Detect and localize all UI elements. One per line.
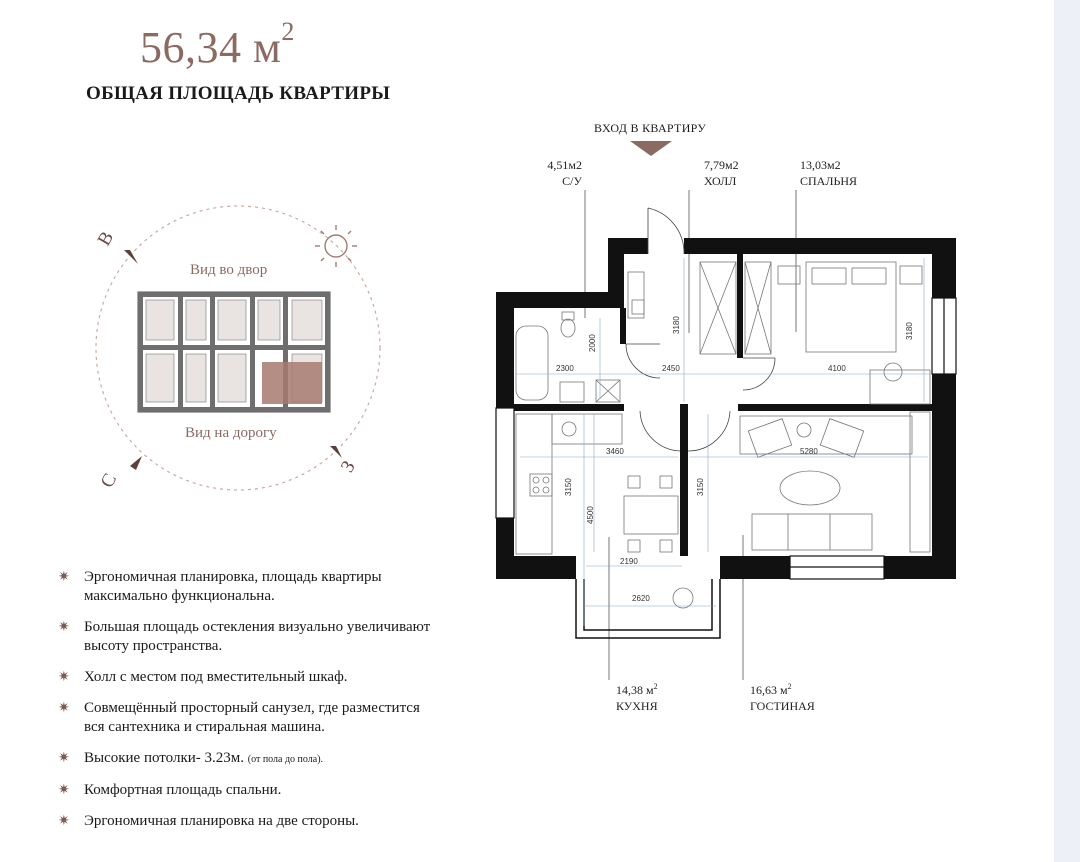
- entry-arrow-icon: [630, 141, 672, 156]
- dim-label: 3180: [905, 322, 914, 340]
- orientation-diagram: [93, 206, 380, 490]
- walls: [496, 238, 956, 579]
- features-list: [58, 568, 438, 843]
- dim-label: 5280: [800, 447, 818, 456]
- bullet-icon: ✷: [58, 783, 70, 798]
- bullet-icon: ✷: [58, 701, 70, 716]
- bullet-icon: ✷: [58, 670, 70, 685]
- bullet-icon: ✷: [58, 751, 70, 766]
- view-road-label: Вид на дорогу: [185, 425, 277, 441]
- dim-label: 2000: [588, 334, 597, 352]
- feature-item: ✷ Комфортная площадь спальни.: [58, 782, 282, 798]
- dim-label: 2190: [620, 557, 638, 566]
- total-area-title: 56,34 $м^2$: [140, 17, 295, 72]
- room-label-kitchen: 14,38 $м^2$ КУХНЯ: [616, 682, 658, 713]
- view-yard-label: Вид во двор: [190, 262, 268, 278]
- dim-label: 3150: [564, 478, 573, 496]
- highlighted-apartment: [262, 362, 322, 404]
- windows: [496, 298, 956, 579]
- feature-item: ✷ Эргономичная планировка на две стороны.: [58, 813, 359, 829]
- bullet-icon: ✷: [58, 620, 70, 635]
- dim-label: 2620: [632, 594, 650, 603]
- dim-label: 2300: [556, 364, 574, 373]
- feature-item: ✷ Большая площадь остекления визуально увеличивают высоту пространства.: [58, 619, 431, 654]
- room-label-hall: 7,79м2 ХОЛЛ: [704, 158, 739, 188]
- room-label-bathroom: 4,51м2 С/У: [547, 158, 582, 188]
- feature-item: ✷ Совмещённый просторный санузел, где разместится вся сантехника и стиральная машина.: [58, 700, 420, 735]
- compass-north: С: [96, 470, 122, 492]
- bullet-icon: ✷: [58, 570, 70, 585]
- balcony: [576, 579, 720, 638]
- dim-label: 2450: [662, 364, 680, 373]
- bullet-icon: ✷: [58, 814, 70, 829]
- building-plan: [138, 292, 330, 412]
- dim-label: 3460: [606, 447, 624, 456]
- compass-west: З: [336, 457, 360, 477]
- feature-item: ✷ Высокие потолки- 3.23м. (от пола до пола).: [58, 750, 324, 766]
- feature-item: ✷ Эргономичная планировка, площадь квартиры максимально функциональна.: [58, 569, 382, 604]
- compass-east: В: [93, 228, 119, 250]
- room-label-living: 16,63 $м^2$ ГОСТИНАЯ: [750, 682, 815, 713]
- dim-label: 4500: [586, 506, 595, 524]
- room-label-bedroom: 13,03м2 СПАЛЬНЯ: [800, 158, 858, 188]
- total-area-subtitle: ОБЩАЯ ПЛОЩАДЬ КВАРТИРЫ: [86, 83, 391, 104]
- dim-label: 3150: [696, 478, 705, 496]
- entry-label: ВХОД В КВАРТИРУ: [594, 121, 707, 135]
- dim-label: 3180: [672, 316, 681, 334]
- feature-item: ✷ Холл с местом под вместительный шкаф.: [58, 669, 348, 685]
- dim-label: 4100: [828, 364, 846, 373]
